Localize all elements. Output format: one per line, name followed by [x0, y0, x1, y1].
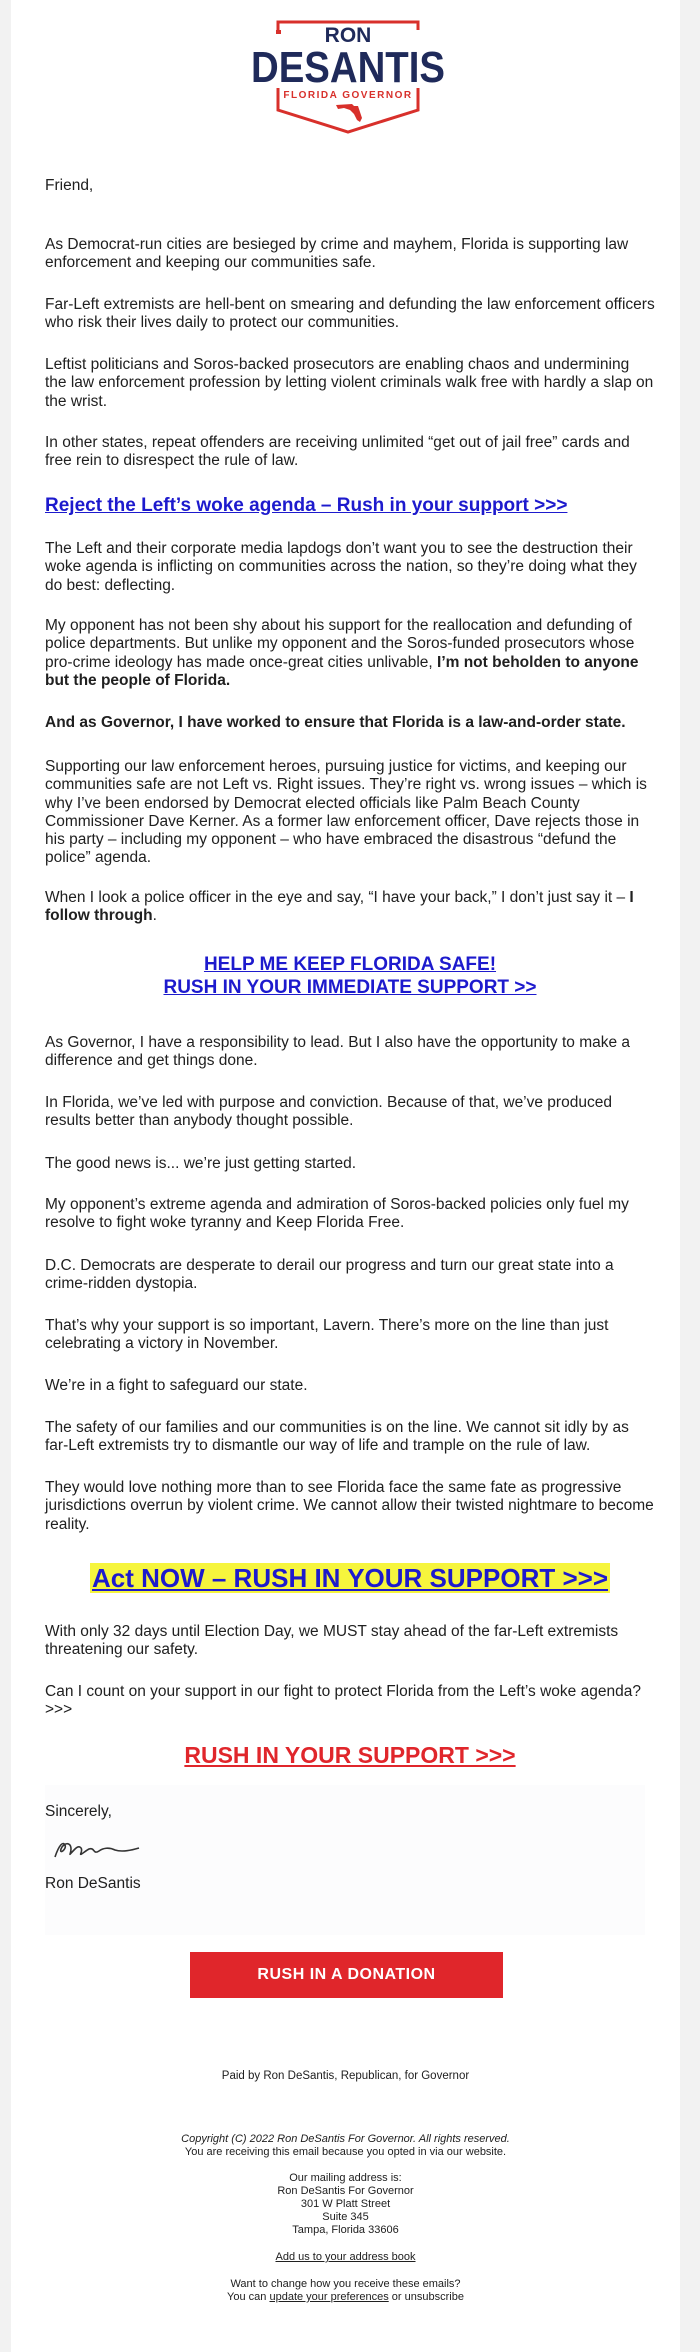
prefs-text: or [388, 2291, 405, 2303]
donate-button[interactable]: RUSH IN A DONATION [190, 1952, 503, 1998]
closing: Sincerely, [45, 1803, 112, 1820]
address-line: Suite 345 [322, 2211, 369, 2223]
change-prefs-text: Want to change how you receive these emails? [230, 2278, 461, 2290]
paid-for-disclaimer: Paid by Ron DeSantis, Republican, for Governor [221, 2070, 470, 2082]
paragraph-text: . [152, 907, 157, 925]
link-line: HELP ME KEEP FLORIDA SAFE! [203, 954, 497, 975]
paragraph: As Governor, I have a responsibility to lead. But I also have the opportunity to make a difference and get things done. [45, 1034, 631, 1070]
unsubscribe-link[interactable]: unsubscribe [404, 2291, 464, 2303]
keep-florida-safe-link-wrap [45, 954, 655, 1000]
address-line: Tampa, Florida 33606 [292, 2224, 399, 2236]
florida-icon [336, 104, 362, 122]
opt-in-text: You are receiving this email because you opted in via our website. [184, 2146, 507, 2158]
paragraph: With only 32 days until Election Day, we MUST stay ahead of the far-Left extremists threatening our safety. [45, 1623, 619, 1659]
paragraph: The safety of our families and our communities is on the line. We cannot sit idly by as far-Left extremists try to dismantle our way of life and trample on the rule of law. [45, 1419, 629, 1455]
logo-sub-text: FLORIDA GOVERNOR [283, 90, 413, 101]
paragraph-bold: And as Governor, I have worked to ensure that Florida is a law-and-order state. [45, 714, 626, 731]
paragraph: D.C. Democrats are desperate to derail our progress and turn our great state into a crime-ridden dystopia. [45, 1257, 614, 1293]
paragraph: The Left and their corporate media lapdogs don’t want you to see the destruction their woke agenda is inflicting on communities across the nation, so they’re doing what they do best: deflecting. [45, 540, 637, 594]
reject-agenda-link-wrap [45, 495, 655, 517]
greeting: Friend, [45, 177, 94, 194]
act-now-cta-wrap [45, 1563, 655, 1594]
paragraph: The good news is... we’re just getting started. [45, 1155, 357, 1172]
paragraph: Far-Left extremists are hell-bent on smearing and defunding the law enforcement officers who risk their lives daily to protect our communities. [45, 296, 655, 332]
add-address-book-link[interactable]: Add us to your address book [275, 2251, 416, 2263]
signature-block [45, 1785, 645, 1935]
prefs-line [11, 2291, 680, 2304]
email-card [11, 0, 680, 2352]
paragraph-bold: I follow through [45, 889, 634, 925]
signature-image [49, 1835, 145, 1865]
paragraph [45, 617, 655, 690]
link-line: RUSH IN YOUR IMMEDIATE SUPPORT >> [163, 976, 537, 998]
rush-support-cta-wrap [45, 1742, 655, 1769]
signer-name: Ron DeSantis [45, 1875, 141, 1892]
logo-top-text: RON [324, 24, 372, 47]
paragraph: In other states, repeat offenders are receiving unlimited “get out of jail free” cards and free rein to disrespect the rule of law. [45, 434, 630, 470]
mailing-label: Our mailing address is: [289, 2172, 402, 2184]
copyright-text: Copyright (C) 2022 Ron DeSantis For Governor. All rights reserved. [181, 2133, 510, 2145]
paragraph: As Democrat-run cities are besieged by crime and mayhem, Florida is supporting law enforcement and keeping our communities safe. [45, 236, 629, 272]
footer [11, 2133, 680, 2304]
paragraph: My opponent’s extreme agenda and admiration of Soros-backed policies only fuel my resolve to fight woke tyranny and Keep Florida Free. [45, 1196, 629, 1232]
paragraph: Leftist politicians and Soros-backed prosecutors are enabling chaos and undermining the law enforcement profession by letting violent criminals walk free with hardly a slap on the wrist. [45, 356, 654, 410]
paragraph: We’re in a fight to safeguard our state. [45, 1377, 308, 1394]
update-preferences-link[interactable]: update your preferences [269, 2291, 389, 2303]
paragraph-bold: I’m not beholden to anyone but the people of Florida. [45, 653, 639, 689]
paragraph-text: My opponent has not been shy about his support for the reallocation and defunding of police departments. But unlike my opponent and the Soros-funded prosecutors whose pro-crime ideology has made once-great cities unlivable, [45, 617, 635, 671]
paragraph: They would love nothing more than to see Florida face the same fate as progressive jurisdictions overrun by violent crime. We cannot allow their twisted nightmare to become reality. [45, 1479, 654, 1533]
prefs-text: You can [227, 2291, 270, 2303]
paragraph: Can I count on your support in our fight to protect Florida from the Left’s woke agenda? >>> [45, 1683, 641, 1719]
address-line: Ron DeSantis For Governor [277, 2185, 414, 2197]
act-now-cta-link[interactable]: Act NOW – RUSH IN YOUR SUPPORT >>> [91, 1563, 608, 1593]
address-line: 301 W Platt Street [300, 2198, 391, 2210]
logo-name-text: DESANTIS [251, 43, 445, 92]
desantis-logo [248, 20, 448, 135]
keep-florida-safe-link[interactable] [163, 954, 536, 998]
header [11, 0, 680, 150]
paragraph: That’s why your support is so important, Lavern. There’s more on the line than just celebrating a victory in November. [45, 1317, 609, 1353]
reject-agenda-link[interactable]: Reject the Left’s woke agenda – Rush in your support >>> [45, 495, 568, 516]
paragraph [45, 889, 655, 926]
paragraph: In Florida, we’ve led with purpose and conviction. Because of that, we’ve produced results better than anybody thought possible. [45, 1094, 612, 1130]
rush-support-cta-link[interactable]: RUSH IN YOUR SUPPORT >>> [184, 1742, 516, 1768]
paragraph: Supporting our law enforcement heroes, pursuing justice for victims, and keeping our communities safe are not Left vs. Right issues. They’re right vs. wrong issues – which is why I’ve been endorsed by Democrat elected officials like Palm Beach County Commissioner Dave Kerner. As a former law enforcement officer, Dave rejects those in his party – including my opponent – who have embraced the disastrous “defund the police” agenda. [45, 758, 647, 867]
paragraph-text: When I look a police officer in the eye and say, “I have your back,” I don’t just say it – [45, 889, 630, 906]
